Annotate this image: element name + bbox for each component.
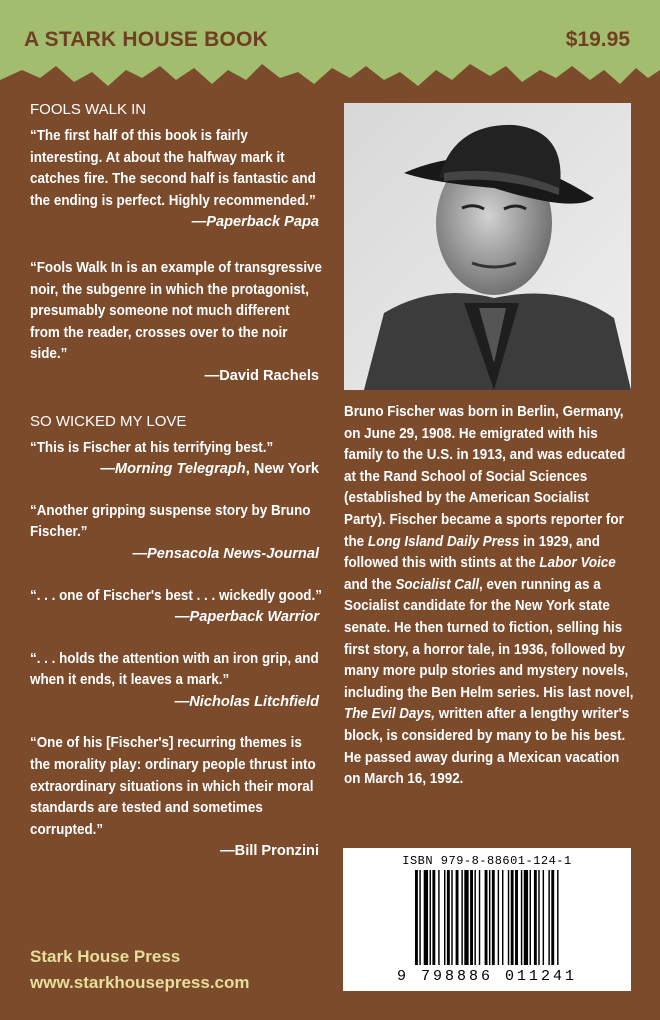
bio-text: , even running as a Socialist candidate for the New York state senate. He then turned to fiction, selling his first story, a horror tale, in 1936, followed by many more pulp stories and mystery novels, including the Ben Helm series. His last novel, xyxy=(344,576,634,701)
barcode-stripe xyxy=(492,870,495,965)
publisher-block xyxy=(30,944,250,996)
barcode-stripe xyxy=(415,870,418,965)
author-bio xyxy=(344,402,634,791)
bio-text: in 1929, and followed this with stints at the xyxy=(344,533,600,572)
barcode-stripe xyxy=(534,870,537,965)
barcode-stripe xyxy=(524,870,528,965)
barcode-stripe xyxy=(438,870,439,965)
bio-italic: Socialist Call xyxy=(395,576,480,593)
brand-label: A STARK HOUSE BOOK xyxy=(24,28,268,51)
barcode-stripe xyxy=(432,870,435,965)
barcode-stripe xyxy=(456,870,459,965)
author-photo xyxy=(344,103,631,390)
review-quote: “This is Fischer at his terrifying best.” xyxy=(30,439,274,456)
price-label: $19.95 xyxy=(565,28,630,51)
barcode-stripe xyxy=(557,870,558,965)
barcode-stripe xyxy=(498,870,499,965)
review-quote: “Fools Walk In is an example of transgressive noir, the subgenre in which the protagonist, presumably someone not much different from the reader, crosses over to the noir side.” xyxy=(30,259,322,363)
review-quote: “. . . holds the attention with an iron grip, and when it ends, it leaves a mark.” xyxy=(30,650,319,689)
barcode-stripe xyxy=(419,870,420,965)
barcode-stripe xyxy=(511,870,514,965)
section-title-so-wicked-my-love: SO WICKED MY LOVE xyxy=(30,412,187,430)
bio-text: and the xyxy=(344,576,396,593)
review-attribution: —Bill Pronzini xyxy=(220,843,319,860)
bio-text: written after a lengthy writer's block, is considered by many to be his best. He passed away during a Mexican vacation on March 16, 1992. xyxy=(344,706,630,788)
barcode-stripe xyxy=(530,870,531,965)
barcode-stripe xyxy=(447,870,450,965)
attribution-source: —Morning Telegraph xyxy=(100,461,246,478)
publisher-url[interactable]: www.starkhousepress.com xyxy=(30,973,250,992)
barcode-bars xyxy=(415,870,605,965)
barcode-stripe xyxy=(502,870,503,965)
publisher-name: Stark House Press xyxy=(30,947,181,966)
barcode-stripe xyxy=(470,870,473,965)
review-attribution: —Nicholas Litchfield xyxy=(174,693,319,710)
bio-italic: Labor Voice xyxy=(539,555,616,572)
barcode-stripe xyxy=(464,870,468,965)
barcode-stripe xyxy=(430,870,431,965)
bio-italic: Long Island Daily Press xyxy=(367,533,520,550)
section-title-fools-walk-in: FOOLS WALK IN xyxy=(30,101,147,118)
reviews-column xyxy=(30,100,322,863)
barcode-stripe xyxy=(543,870,544,965)
barcode-stripe xyxy=(489,870,490,965)
attribution-suffix: , New York xyxy=(245,461,319,478)
review-quote: “. . . one of Fischer's best . . . wickedly good.” xyxy=(30,587,322,604)
barcode-stripe xyxy=(444,870,445,965)
review-quote: “Another gripping suspense story by Bruno Fischer.” xyxy=(30,502,311,541)
bio-italic: The Evil Days, xyxy=(344,706,436,723)
isbn-barcode xyxy=(343,848,631,991)
review-attribution xyxy=(30,459,319,481)
barcode-stripe xyxy=(515,870,518,965)
isbn-label: ISBN 979-8-88601-124-1 xyxy=(402,854,572,868)
barcode-stripe xyxy=(474,870,475,965)
barcode-stripe xyxy=(521,870,522,965)
review-attribution: —Paperback Warrior xyxy=(174,609,319,626)
barcode-stripe xyxy=(424,870,428,965)
barcode-stripe xyxy=(508,870,509,965)
barcode-stripe xyxy=(548,870,549,965)
isbn-digits: 9 798886 011241 xyxy=(396,968,578,985)
bio-text: Bruno Fischer was born in Berlin, Germany, on June 29, 1908. He emigrated with his family to the U.S. in 1913, and was educated at the Rand School of Social Sciences (established by the American Socialist Party). Fischer became a sports reporter for the xyxy=(344,404,626,550)
author-portrait-image xyxy=(344,103,631,390)
barcode-stripe xyxy=(451,870,452,965)
barcode-stripe xyxy=(461,870,462,965)
review-quote: “One of his [Fischer's] recurring themes is the morality play: ordinary people thrust into extraordinary situations in which their moral standards are tested and sometimes corrupted.” xyxy=(30,735,316,838)
review-attribution: —Paperback Papa xyxy=(191,214,319,231)
barcode-stripe xyxy=(538,870,539,965)
review-attribution: —Pensacola News-Journal xyxy=(132,545,319,562)
barcode-stripe xyxy=(479,870,480,965)
barcode-stripe xyxy=(485,870,488,965)
review-quote: “The first half of this book is fairly interesting. At about the halfway mark it catches fire. The second half is fantastic and the ending is perfect. Highly recommended.” xyxy=(30,128,316,209)
barcode-stripe xyxy=(551,870,554,965)
review-attribution: —David Rachels xyxy=(204,367,319,384)
